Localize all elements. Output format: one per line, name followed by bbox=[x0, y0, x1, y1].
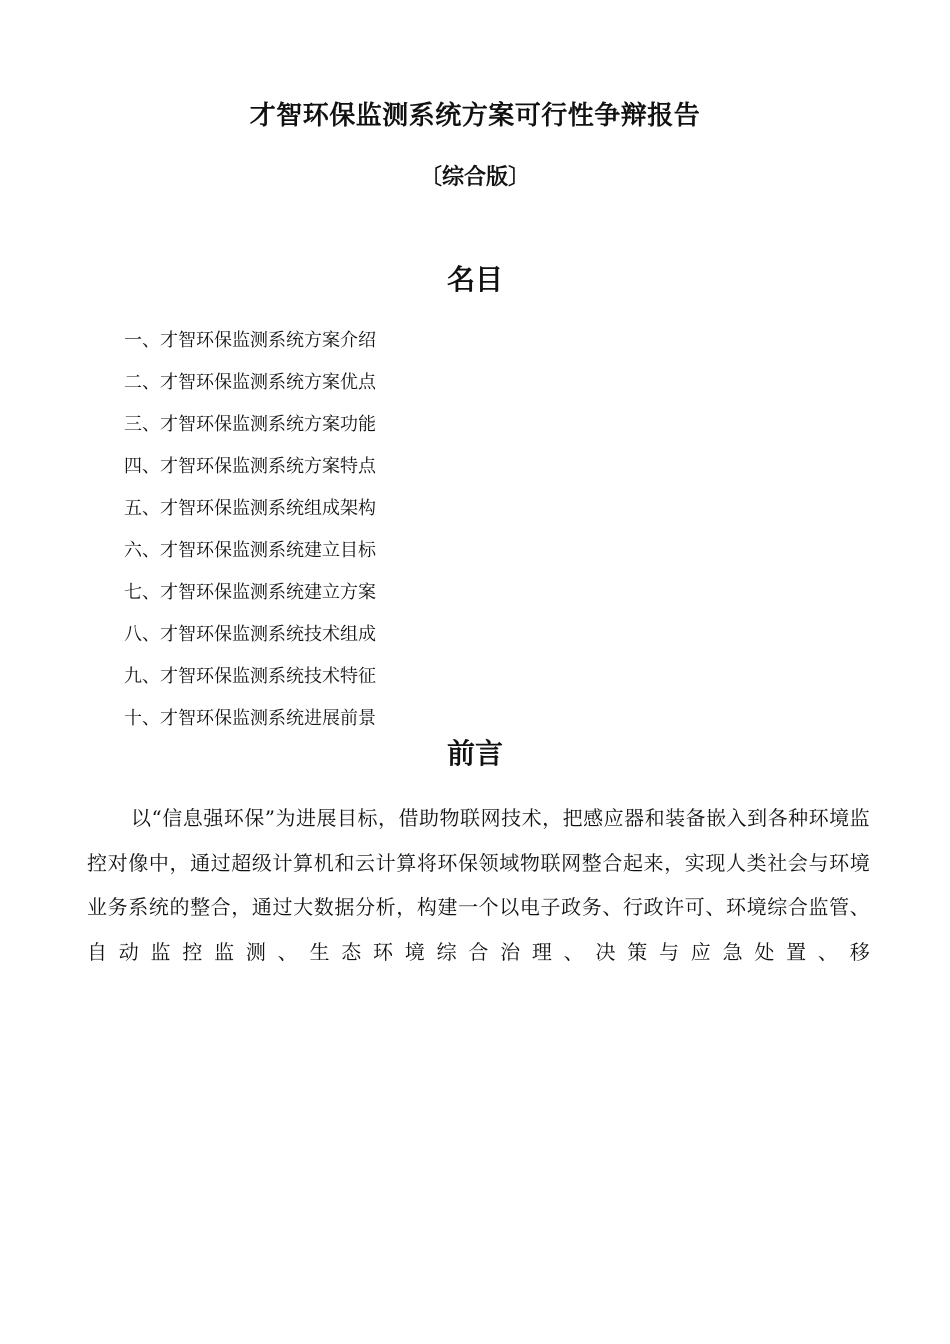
toc-list bbox=[124, 320, 376, 740]
toc-item[interactable]: 七、才智环保监测系统建立方案 bbox=[124, 582, 376, 603]
preface-paragraph: 以“信息强环保”为进展目标，借助物联网技术，把感应器和装备嵌入到各种环境监控对像中，通过超级计算机和云计算将环保领域物联网整合起来，实现人类社会与环境业务系统的整合，通过大数据分析，构建一个以电子政务、行政许可、环境综合监管、自动监控监测、生态环境综合治理、决策与应急处置、移 bbox=[87, 806, 870, 964]
document-subtitle: 〔综合版〕 bbox=[419, 165, 530, 190]
preface-heading: 前言 bbox=[446, 737, 503, 770]
document-title: 才智环保监测系统方案可行性争辩报告 bbox=[249, 101, 701, 131]
toc-item[interactable]: 一、才智环保监测系统方案介绍 bbox=[124, 330, 376, 351]
toc-item[interactable]: 二、才智环保监测系统方案优点 bbox=[124, 372, 376, 393]
toc-item[interactable]: 十、才智环保监测系统进展前景 bbox=[124, 708, 376, 729]
toc-item[interactable]: 五、才智环保监测系统组成架构 bbox=[124, 498, 376, 519]
toc-item[interactable]: 八、才智环保监测系统技术组成 bbox=[124, 624, 376, 645]
toc-item[interactable]: 九、才智环保监测系统技术特征 bbox=[124, 666, 376, 687]
toc-item[interactable]: 三、才智环保监测系统方案功能 bbox=[124, 414, 376, 435]
toc-item[interactable]: 四、才智环保监测系统方案特点 bbox=[124, 456, 376, 477]
toc-heading: 名目 bbox=[446, 263, 503, 296]
toc-item[interactable]: 六、才智环保监测系统建立目标 bbox=[124, 540, 376, 561]
